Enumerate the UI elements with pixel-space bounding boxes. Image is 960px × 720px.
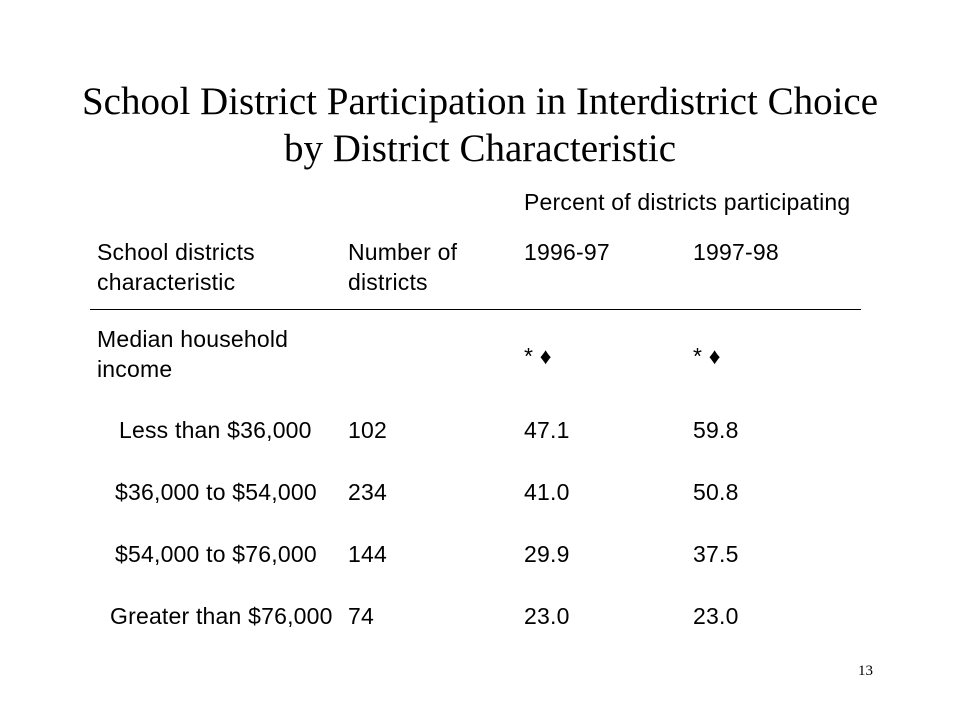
row-year2-value: 23.0	[693, 603, 739, 629]
column-header-characteristic-line1: School districts	[97, 239, 255, 265]
section-marker-year2: * ♦	[693, 343, 721, 369]
spanner-header: Percent of districts participating	[524, 189, 851, 215]
section-label-line2: income	[97, 356, 173, 382]
row-count: 74	[348, 603, 374, 629]
page-number: 13	[858, 663, 873, 679]
header-divider	[90, 309, 861, 310]
slide-title: School District Participation in Interdistrict Choice by District Characteristic	[81, 80, 879, 170]
row-year1-value: 23.0	[524, 603, 570, 629]
row-label: Greater than $76,000	[110, 603, 333, 629]
row-year1-value: 47.1	[524, 417, 570, 443]
row-year2-value: 59.8	[693, 417, 739, 443]
column-header-count-line1: Number of	[348, 239, 458, 265]
column-header-characteristic-line2: characteristic	[97, 269, 236, 295]
row-label: Less than $36,000	[119, 417, 312, 443]
column-header-year2: 1997-98	[693, 239, 779, 265]
row-count: 144	[348, 541, 387, 567]
column-header-count-line2: districts	[348, 269, 428, 295]
row-count: 102	[348, 417, 387, 443]
section-marker-year1: * ♦	[524, 343, 552, 369]
row-label: $54,000 to $76,000	[115, 541, 317, 567]
row-label: $36,000 to $54,000	[115, 479, 317, 505]
row-year1-value: 41.0	[524, 479, 570, 505]
row-count: 234	[348, 479, 387, 505]
column-header-year1: 1996-97	[524, 239, 610, 265]
section-label-line1: Median household	[97, 326, 289, 352]
row-year2-value: 50.8	[693, 479, 739, 505]
row-year2-value: 37.5	[693, 541, 739, 567]
row-year1-value: 29.9	[524, 541, 570, 567]
